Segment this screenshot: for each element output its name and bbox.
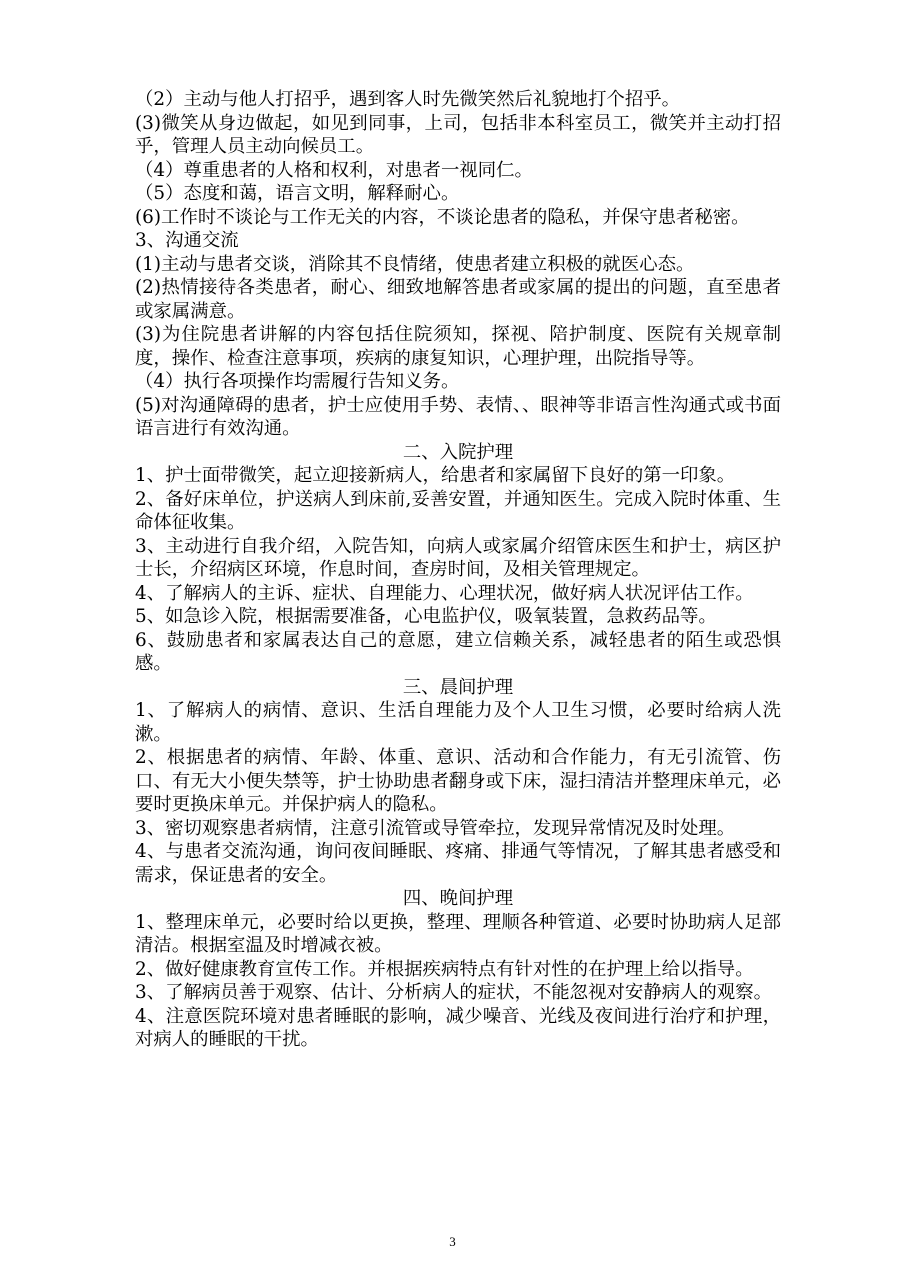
paragraph: (3)微笑从身边做起，如见到同事，上司，包括非本科室员工，微笑并主动打招乎，管理人员主动向候员工。 [135,112,781,157]
paragraph: 2、根据患者的病情、年龄、体重、意识、活动和合作能力，有无引流管、伤口、有无大小便失禁等，护士协助患者翻身或下床，湿扫清洁并整理床单元，必要时更换床单元。并保护病人的隐私。 [135,747,781,815]
paragraph: 5、如急诊入院，根据需要准备，心电监护仪，吸氧装置，急救药品等。 [135,606,717,627]
paragraph: (5)对沟通障碍的患者，护士应使用手势、表情、、眼神等非语言性沟通式或书面语言进行有效沟通。 [135,394,781,439]
paragraph: (1)主动与患者交谈，消除其不良情绪，使患者建立积极的就医心态。 [135,253,695,275]
section-heading: 二、入院护理 [402,441,514,463]
paragraph: (6)工作时不谈论与工作无关的内容，不谈论患者的隐私，并保守患者秘密。 [135,206,750,228]
section-heading: 四、晚间护理 [402,888,514,909]
section-heading: 三、晨间护理 [402,676,514,698]
paragraph: （4）执行各项操作均需履行告知义务。 [135,371,460,392]
paragraph: (3)为住院患者讲解的内容包括住院须知，探视、陪护制度、医院有关规章制度，操作、检查注意事项，疾病的康复知识，心理护理，出院指导等。 [135,324,781,369]
paragraph: 1、护士面带微笑，起立迎接新病人，给患者和家属留下良好的第一印象。 [135,465,736,486]
paragraph: （4）尊重患者的人格和权利，对患者一视同仁。 [135,159,533,181]
paragraph: （2）主动与他人打招乎，遇到客人时先微笑然后礼貌地打个招乎。 [135,89,681,110]
paragraph: 4、与患者交流沟通，询问夜间睡眠、疼痛、排通气等情况，了解其患者感受和需求，保证患者的安全。 [135,841,781,886]
paragraph: 1、了解病人的病情、意识、生活自理能力及个人卫生习惯，必要时给病人洗漱。 [135,700,781,745]
paragraph: 4、了解病人的主诉、症状、自理能力、心理状况，做好病人状况评估工作。 [135,582,754,604]
paragraph: 3、主动进行自我介绍，入院告知，向病人或家属介绍管床医生和护士，病区护士长，介绍病区环境，作息时间，查房时间，及相关管理规定。 [135,535,781,580]
paragraph: 1、整理床单元，必要时给以更换，整理、理顺各种管道、必要时协助病人足部清洁。根据室温及时增减衣被。 [135,911,781,956]
paragraph: 2、做好健康教育宣传工作。并根据疾病特点有针对性的在护理上给以指导。 [135,958,754,980]
paragraph: (2)热情接待各类患者，耐心、细致地解答患者或家属的提出的问题，直至患者或家属满意。 [135,277,781,322]
document-body [135,88,781,1052]
page-number: 3 [449,1234,456,1249]
paragraph: 4、注意医院环境对患者睡眠的影响，减少噪音、光线及夜间进行治疗和护理，对病人的睡眠的干扰。 [135,1005,781,1050]
paragraph: 2、备好床单位，护送病人到床前,妥善安置，并通知医生。完成入院时体重、生命体征收集。 [135,488,781,533]
paragraph: 3、了解病员善于观察、估计、分析病人的症状，不能忽视对安静病人的观察。 [135,982,772,1003]
paragraph: 3、密切观察患者病情，注意引流管或导管牵拉，发现异常情况及时处理。 [135,817,736,839]
paragraph: （5）态度和蔼，语言文明，解释耐心。 [135,183,460,204]
paragraph: 6、鼓励患者和家属表达自己的意愿，建立信赖关系，减轻患者的陌生或恐惧感。 [135,629,781,674]
subsection-heading: 3、沟通交流 [135,230,239,251]
